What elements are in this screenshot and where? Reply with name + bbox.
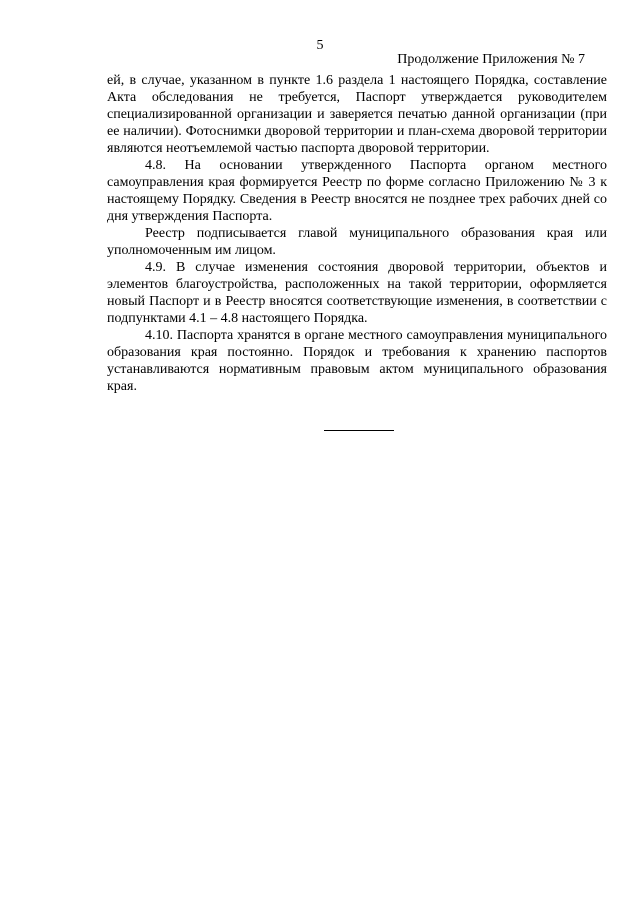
paragraph-continuation: ей, в случае, указанном в пункте 1.6 раздела 1 настоящего Порядка, составление Акта обследования не требуется, Паспорт утверждается руководителем специализированной организации и заверяется печатью данной организации (при ее наличии). Фотоснимки дворовой территории и план-схема дворовой территории являются неотъемлемой частью паспорта дворовой территории. [107,73,607,156]
page-number: 5 [316,38,324,53]
paragraph-4-10: 4.10. Паспорта хранятся в органе местного самоуправления муниципального образования края постоянно. Порядок и требования к хранению паспортов устанавливаются нормативным правовым актом муниципального образования края. [107,328,607,394]
paragraph-4-8: 4.8. На основании утвержденного Паспорта органом местного самоуправления края формируется Реестр по форме согласно Приложению № 3 к настоящему Порядку. Сведения в Реестр вносятся не позднее трех рабочих дней со дня утверждения Паспорта. [107,158,607,224]
paragraph-4-9: 4.9. В случае изменения состояния дворовой территории, объектов и элементов благоустройства, расположенных на такой территории, оформляется новый Паспорт и в Реестр вносятся соответствующие изменения, в соответствии с подпунктами 4.1 – 4.8 настоящего Порядка. [107,260,607,326]
paragraph-registry-signature: Реестр подписывается главой муниципального образования края или уполномоченным им лицом. [107,226,607,258]
appendix-continuation-label: Продолжение Приложения № 7 [397,52,585,67]
document-body [107,72,607,395]
end-divider-line [324,430,394,431]
